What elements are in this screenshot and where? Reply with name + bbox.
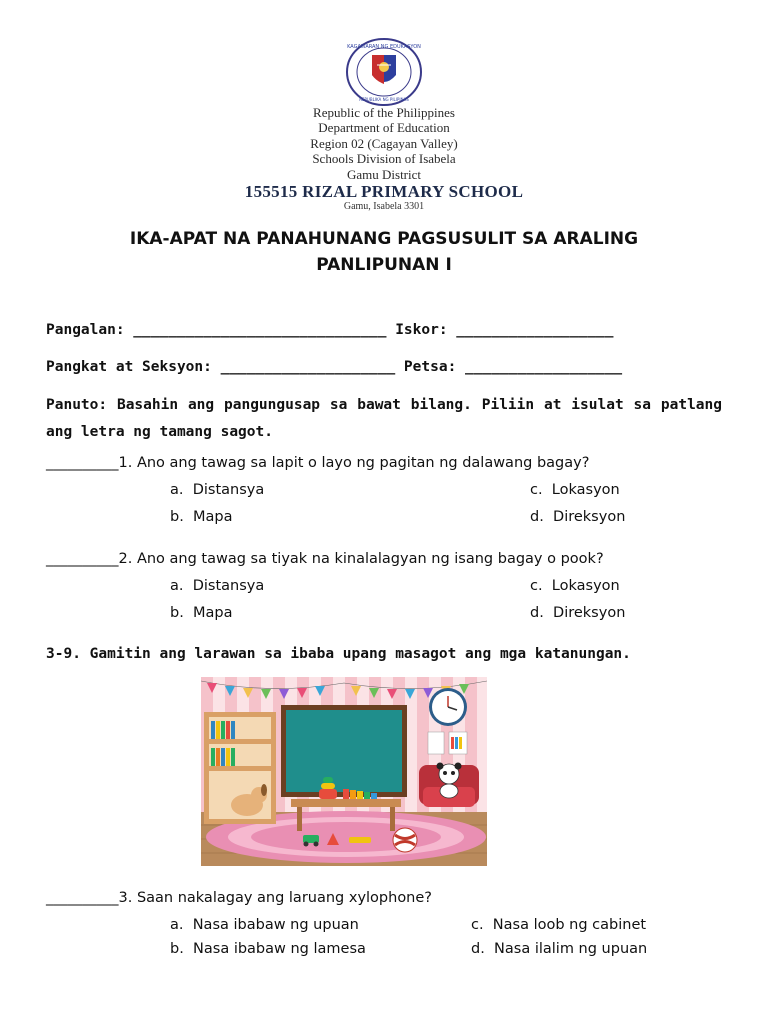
q1-choice-b[interactable]: b. Mapa (170, 509, 233, 525)
q2-choice-a[interactable]: a. Distansya (170, 578, 265, 594)
q2-choice-c[interactable]: c. Lokasyon (530, 578, 620, 594)
q3-choice-b[interactable]: b. Nasa ibabaw ng lamesa (170, 941, 366, 957)
classroom-illustration (201, 677, 487, 866)
name-score-field[interactable]: Pangalan: _____________________________ Iskor: __________________ (46, 322, 614, 338)
question-2: __________2. Ano ang tawag sa tiyak na kinalalagyan ng isang bagay o pook? (46, 551, 604, 567)
q1-choice-d[interactable]: d. Direksyon (530, 509, 626, 525)
q2-choice-d[interactable]: d. Direksyon (530, 605, 626, 621)
svg-text:KAGAWARAN NG EDUKASYON: KAGAWARAN NG EDUKASYON (347, 44, 421, 50)
question-1: __________1. Ano ang tawag sa lapit o layo ng pagitan ng dalawang bagay? (46, 455, 590, 471)
header-line-district: Gamu District (346, 166, 421, 182)
section-date-field[interactable]: Pangkat at Seksyon: ____________________ Petsa: __________________ (46, 359, 623, 375)
header-line-division: Schools Division of Isabela (312, 151, 456, 167)
q3-choice-a[interactable]: a. Nasa ibabaw ng upuan (170, 917, 359, 933)
exam-title-line2: PANLIPUNAN I (316, 255, 452, 275)
school-name: 155515 RIZAL PRIMARY SCHOOL (244, 182, 524, 201)
question-3: __________3. Saan nakalagay ang laruang xylophone? (46, 890, 432, 906)
header-block (0, 105, 768, 182)
q3-choice-d[interactable]: d. Nasa ilalim ng upuan (471, 941, 648, 957)
q1-choice-c[interactable]: c. Lokasyon (530, 482, 620, 498)
q2-choice-b[interactable]: b. Mapa (170, 605, 233, 621)
header-line-region: Region 02 (Cagayan Valley) (310, 135, 458, 151)
deped-seal (344, 37, 424, 107)
school-address: Gamu, Isabela 3301 (343, 201, 425, 212)
section-heading: 3-9. Gamitin ang larawan sa ibaba upang masagot ang mga katanungan. (46, 646, 631, 662)
q3-choice-c[interactable]: c. Nasa loob ng cabinet (471, 917, 647, 933)
header-line-republic: Republic of the Philippines (313, 105, 455, 120)
instructions: Panuto: Basahin ang pangungusap sa bawat bilang. Piliin at isulat sa patlang ang letra ng tamang sagot. (46, 397, 722, 440)
exam-title (60, 226, 708, 278)
exam-title-line1: IKA-APAT NA PANAHUNANG PAGSUSULIT SA ARALING (129, 229, 639, 249)
q1-choice-a[interactable]: a. Distansya (170, 482, 265, 498)
svg-text:REPUBLIKA NG PILIPINAS: REPUBLIKA NG PILIPINAS (359, 97, 409, 102)
header-line-department: Department of Education (318, 120, 450, 136)
